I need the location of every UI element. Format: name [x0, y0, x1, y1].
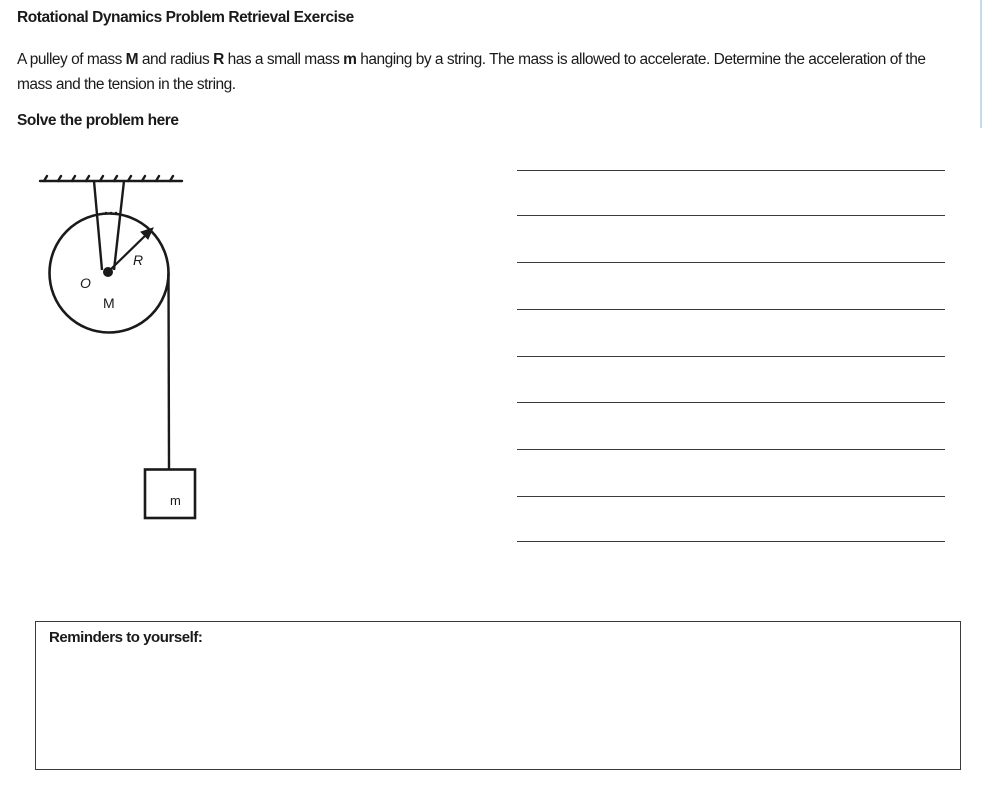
pulley-mass-symbol: M [125, 51, 139, 68]
hanging-mass-symbol: m [343, 51, 357, 68]
reminders-box[interactable] [35, 621, 961, 770]
page-title: Rotational Dynamics Problem Retrieval Exercise [17, 9, 354, 26]
string [169, 273, 170, 470]
answer-line-1[interactable] [517, 170, 945, 171]
problem-text: and radius [138, 51, 214, 68]
answer-line-4[interactable] [517, 309, 945, 310]
answer-line-5[interactable] [517, 356, 945, 357]
pulley-diagram [0, 150, 260, 540]
problem-text: A pulley of mass [17, 51, 126, 68]
answer-line-9[interactable] [517, 541, 945, 542]
pulley-support [94, 181, 124, 270]
hanging-mass-label: m [170, 493, 181, 508]
center-label: O [80, 275, 91, 291]
solve-section-heading: Solve the problem here [17, 112, 179, 129]
ceiling-icon [40, 176, 182, 181]
pulley-mass-label: M [103, 295, 115, 311]
answer-line-7[interactable] [517, 449, 945, 450]
answer-lines [517, 0, 945, 560]
problem-text: has a small mass [223, 51, 344, 68]
radius-label: R [133, 252, 144, 268]
answer-line-2[interactable] [517, 215, 945, 216]
problem-text: hanging by a string. The mass is allowed to accelerate. Determine the acceleration of the mass and the tension in the string. [17, 51, 926, 93]
answer-line-6[interactable] [517, 402, 945, 403]
radius-symbol: R [213, 51, 224, 68]
answer-line-8[interactable] [517, 496, 945, 497]
support-dots [105, 212, 118, 215]
answer-line-3[interactable] [517, 262, 945, 263]
reminders-label: Reminders to yourself: [49, 629, 203, 646]
